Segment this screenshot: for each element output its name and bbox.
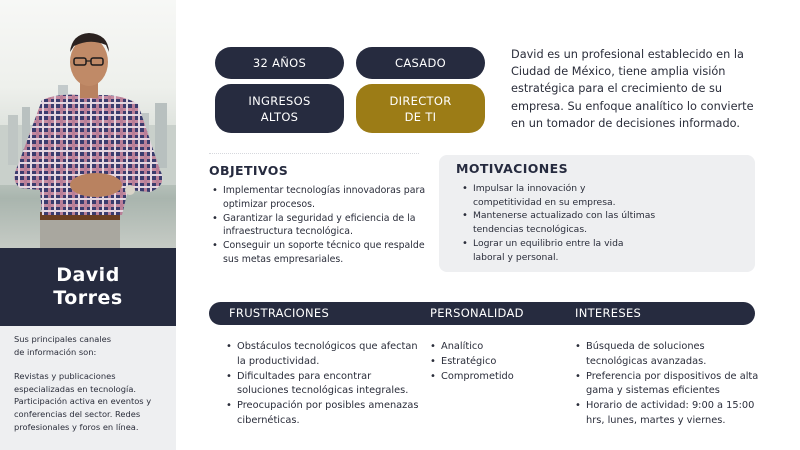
frustraciones-list [223,340,423,429]
role-line-1: DIRECTOR [389,93,452,108]
list-item: • Comprometido [427,370,557,385]
role-line-2: DE TI [404,109,437,124]
person-figure [0,0,176,248]
channels-body-line-1: Revistas y publicaciones [14,371,116,382]
list-item: • Dificultades para encontrar soluciones tecnológicas integrales. [223,370,423,400]
information-channels-panel [0,326,176,450]
income-line-2: ALTOS [260,109,299,124]
list-item: • Implementar tecnologías innovadoras para optimizar procesos. [209,184,429,212]
section-divider [209,153,419,154]
list-item: • Preocupación por posibles amenazas cibernéticas. [223,399,423,429]
list-item: • Garantizar la seguridad y eficiencia de la infraestructura tecnológica. [209,212,429,240]
intereses-list [572,340,762,429]
channels-intro-line-1: Sus principales canales [14,334,112,344]
personalidad-title: PERSONALIDAD [430,306,524,320]
list-item: • Preferencia por dispositivos de alta gama y sistemas eficientes [572,370,762,400]
list-item: • Conseguir un soporte técnico que respalde sus metas empresariales. [209,239,429,267]
objetivos-list [209,184,429,267]
persona-bio: David es un profesional establecido en la Ciudad de México, tiene amplia visión estratégica para el crecimiento de su empresa. Su enfoque analítico lo convierte en un tomador de decisiones informado. [511,48,754,130]
motivaciones-section [439,155,755,272]
motivaciones-title: MOTIVACIONES [456,161,568,176]
frustraciones-title: FRUSTRACIONES [229,306,330,320]
marital-status-label: CASADO [395,56,446,70]
channels-intro-line-2: de información son: [14,346,97,357]
bottom-sections-header-bar [209,302,755,325]
persona-sidebar [0,0,176,450]
persona-name-box [0,248,176,326]
channels-body-line-3: Participación activa en eventos y [14,396,152,407]
intereses-section [572,340,762,429]
list-item: • Horario de actividad: 9:00 a 15:00 hrs, lunes, martes y viernes. [572,399,762,429]
channels-body-line-2: especializadas en tecnología. [14,383,137,394]
intereses-title: INTERESES [575,306,642,320]
age-tag-label: 32 AÑOS [252,56,307,70]
list-item: • Impulsar la innovación y competitividad en su empresa. [456,182,656,209]
persona-last-name: Torres [53,287,123,309]
list-item: • Obstáculos tecnológicos que afectan la productividad. [223,340,423,370]
channels-body-line-5: profesionales y foros en línea. [14,421,139,432]
personalidad-section [427,340,557,384]
frustraciones-section [223,340,423,429]
objetivos-title: OBJETIVOS [209,163,289,178]
list-item: • Búsqueda de soluciones tecnológicas avanzadas. [572,340,762,370]
age-tag [215,47,344,79]
list-item: • Lograr un equilibrio entre la vida laboral y personal. [456,237,656,264]
marital-status-tag [356,47,485,79]
personalidad-list [427,340,557,384]
income-tag [215,84,344,133]
persona-photo [0,0,176,248]
list-item: • Estratégico [427,355,557,370]
list-item: • Mantenerse actualizado con las últimas tendencias tecnológicas. [456,209,656,236]
list-item: • Analítico [427,340,557,355]
objetivos-section [209,163,429,267]
persona-first-name: David [56,264,120,286]
role-tag [356,84,485,133]
channels-body-line-4: conferencias del sector. Redes [14,408,141,419]
motivaciones-list [456,182,656,264]
income-line-1: INGRESOS [248,93,311,108]
